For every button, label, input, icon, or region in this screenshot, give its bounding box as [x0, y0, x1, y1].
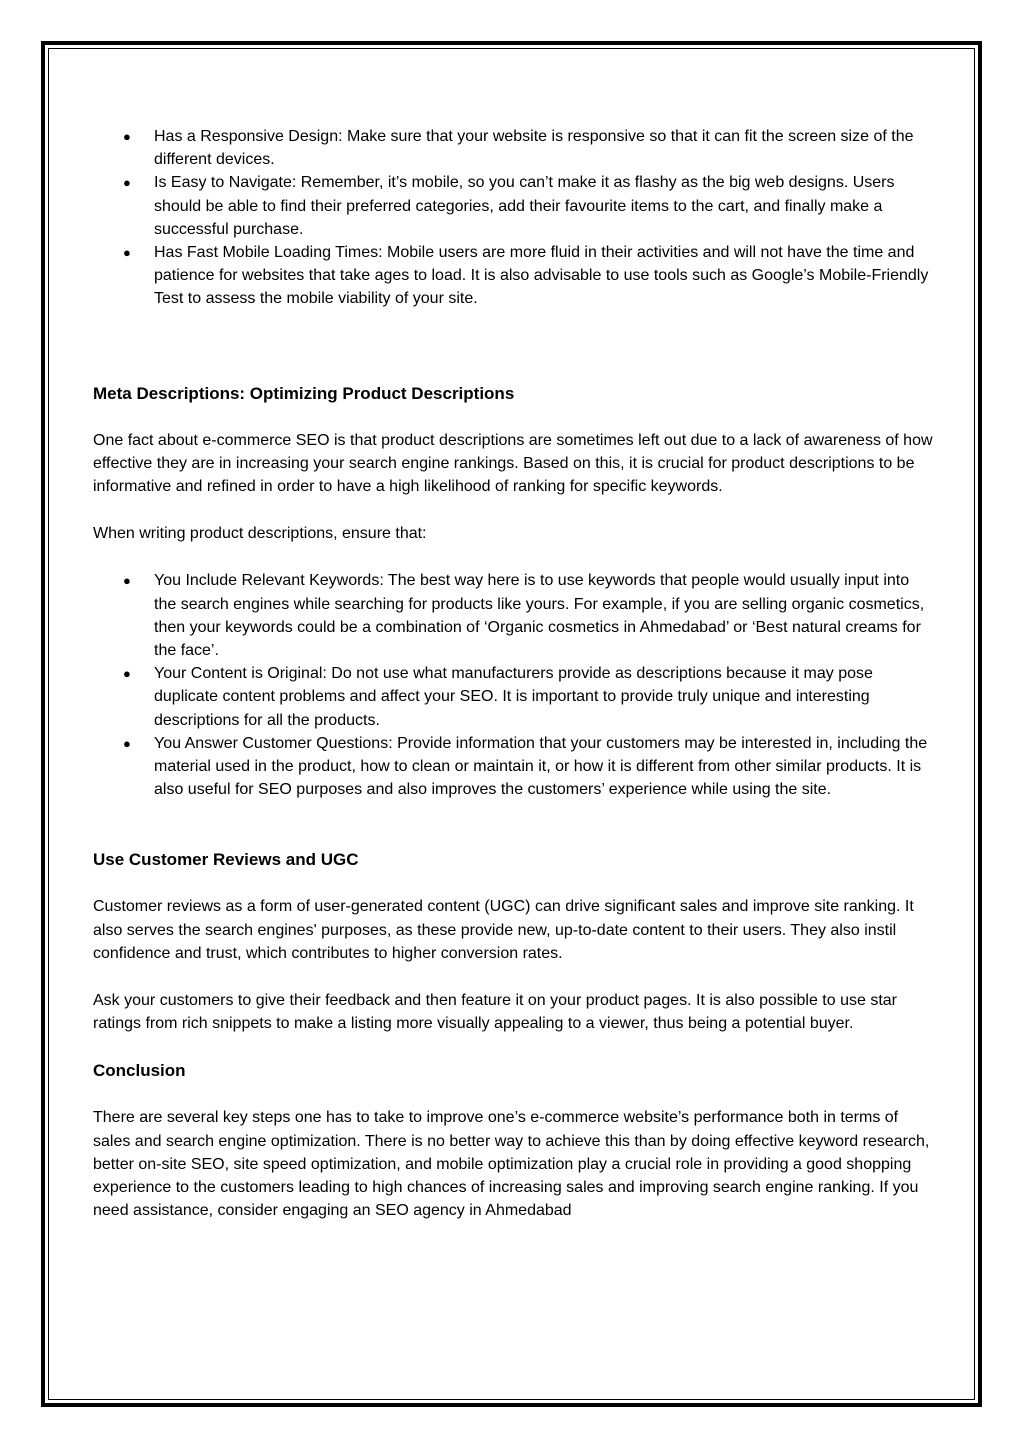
- bullet-icon: ●: [123, 175, 131, 191]
- section-heading-meta: Meta Descriptions: Optimizing Product Descriptions: [93, 383, 515, 403]
- list-item-text: Is Easy to Navigate: Remember, it’s mobile, so you can’t make it as flashy as the big web designs. Users should be able to find their preferred categories, add their favourite items to the cart, and finally make a successful purchase.: [154, 174, 895, 238]
- spacer: [93, 545, 935, 569]
- list-item: [93, 662, 935, 732]
- list-item: [93, 125, 935, 171]
- spacer: [93, 405, 935, 429]
- spacer: [93, 801, 935, 848]
- bullet-icon: ●: [123, 573, 131, 589]
- section-heading-conclusion: Conclusion: [93, 1061, 186, 1081]
- paragraph: One fact about e-commerce SEO is that product descriptions are sometimes left out due to a lack of awareness of how effective they are in increasing your search engine rankings. Based on this, it is crucial for product descriptions to be informative and refined in order to have a high likelihood of ranking for specific keywords.: [93, 431, 933, 496]
- spacer: [93, 1082, 935, 1106]
- description-tips-list: [93, 569, 935, 801]
- bullet-icon: ●: [123, 735, 131, 751]
- bullet-icon: ●: [123, 245, 131, 261]
- list-item: [93, 241, 935, 311]
- list-item-text: Has a Responsive Design: Make sure that your website is responsive so that it can fit the screen size of the different devices.: [154, 128, 914, 169]
- list-item-text: You Include Relevant Keywords: The best way here is to use keywords that people would usually input into the search engines while searching for products like yours. For example, if you are selling organic cosmetics, then your keywords could be a combination of ‘Organic cosmetics in Ahmedabad’ or ‘Best natural creams for the face’.: [154, 572, 925, 660]
- bullet-icon: ●: [123, 666, 131, 682]
- spacer: [93, 871, 935, 895]
- spacer: [93, 498, 935, 522]
- mobile-features-list: [93, 125, 935, 311]
- list-item: [93, 569, 935, 662]
- section-heading-reviews: Use Customer Reviews and UGC: [93, 850, 359, 870]
- list-item: [93, 732, 935, 802]
- spacer: [93, 311, 935, 382]
- paragraph: Ask your customers to give their feedback and then feature it on your product pages. It is also possible to use star ratings from rich snippets to make a listing more visually appealing to a viewer, thus being a potential buyer.: [93, 992, 897, 1033]
- bullet-icon: ●: [123, 129, 131, 144]
- list-item-text: Has Fast Mobile Loading Times: Mobile users are more fluid in their activities and will not have the time and patience for websites that take ages to load. It is also advisable to use tools such as Google’s Mobile-Friendly Test to assess the mobile viability of your site.: [154, 244, 929, 308]
- paragraph: There are several key steps one has to take to improve one’s e-commerce website’s performance both in terms of sales and search engine optimization. There is no better way to achieve this than by doing effective keyword research, better on-site SEO, site speed optimization, and mobile optimization play a crucial role in providing a good shopping experience to the customers leading to high chances of increasing sales and improving search engine ranking. If you need assistance, consider engaging an SEO agency in Ahmedabad: [93, 1109, 930, 1220]
- list-item: [93, 171, 935, 241]
- list-item-text: Your Content is Original: Do not use what manufacturers provide as descriptions because it may pose duplicate content problems and affect your SEO. It is important to provide truly unique and interesting descriptions for all the products.: [154, 665, 873, 729]
- list-item-text: You Answer Customer Questions: Provide information that your customers may be interested in, including the material used in the product, how to clean or maintain it, or how it is different from other similar products. It is also useful for SEO purposes and also improves the customers’ experience while using the site.: [154, 734, 928, 799]
- paragraph: When writing product descriptions, ensure that:: [93, 525, 427, 543]
- spacer: [93, 1035, 935, 1059]
- paragraph: Customer reviews as a form of user-generated content (UGC) can drive significant sales and improve site ranking. It also serves the search engines' purposes, as these provide new, up-to-date content to their users. They also instil confidence and trust, which contributes to higher conversion rates.: [93, 898, 914, 962]
- spacer: [93, 965, 935, 989]
- document-body: [93, 125, 935, 1223]
